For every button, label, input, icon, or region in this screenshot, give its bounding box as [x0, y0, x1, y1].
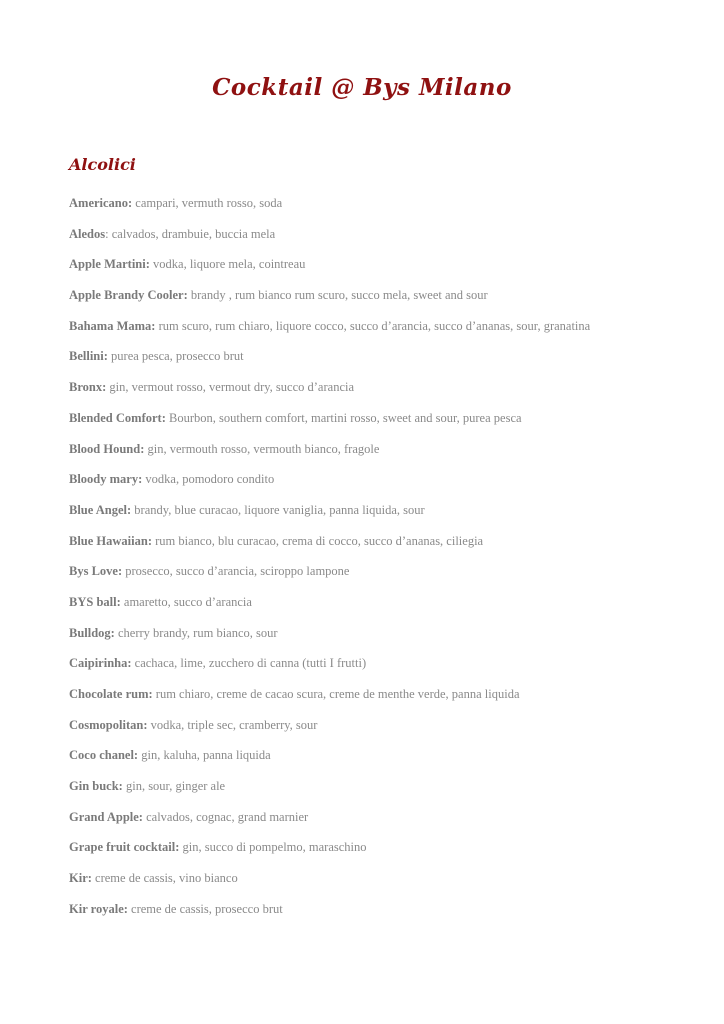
- cocktail-list: [69, 194, 590, 931]
- cocktail-name: Cosmopolitan:: [69, 717, 148, 732]
- cocktail-item: [69, 562, 590, 593]
- cocktail-ingredients: : calvados, drambuie, buccia mela: [105, 226, 276, 241]
- cocktail-item: [69, 286, 590, 317]
- cocktail-name: Blue Hawaiian:: [69, 533, 152, 548]
- cocktail-item: [69, 777, 590, 808]
- cocktail-ingredients: cachaca, lime, zucchero di canna (tutti I frutti): [131, 656, 367, 671]
- cocktail-item: [69, 225, 590, 256]
- cocktail-ingredients: brandy, blue curacao, liquore vaniglia, panna liquida, sour: [131, 502, 425, 517]
- cocktail-ingredients: gin, succo di pompelmo, maraschino: [179, 840, 367, 855]
- cocktail-name: Blended Comfort:: [69, 410, 166, 425]
- cocktail-ingredients: vodka, pomodoro condito: [142, 472, 275, 487]
- cocktail-name: Blue Angel:: [69, 502, 132, 517]
- cocktail-name: Kir royale:: [69, 901, 128, 916]
- cocktail-ingredients: creme de cassis, prosecco brut: [127, 901, 283, 916]
- cocktail-item: [69, 808, 590, 839]
- cocktail-name: Caipirinha:: [69, 656, 132, 671]
- cocktail-item: [69, 255, 590, 286]
- cocktail-item: [69, 501, 590, 532]
- cocktail-ingredients: calvados, cognac, grand marnier: [142, 809, 309, 824]
- cocktail-item: [69, 624, 590, 655]
- cocktail-name: Aledos: [69, 226, 106, 241]
- cocktail-ingredients: vodka, triple sec, cramberry, sour: [147, 717, 318, 732]
- cocktail-name: Kir:: [69, 871, 92, 886]
- cocktail-ingredients: purea pesca, prosecco brut: [107, 349, 244, 364]
- cocktail-ingredients: prosecco, succo d’arancia, sciroppo lampone: [122, 564, 350, 579]
- cocktail-ingredients: cherry brandy, rum bianco, sour: [114, 625, 278, 640]
- cocktail-ingredients: creme de cassis, vino bianco: [91, 871, 238, 886]
- cocktail-name: Bahama Mama:: [69, 318, 156, 333]
- cocktail-name: Grape fruit cocktail:: [69, 840, 180, 855]
- cocktail-item: [69, 654, 590, 685]
- cocktail-item: [69, 347, 590, 378]
- cocktail-ingredients: gin, vermout rosso, vermout dry, succo d’arancia: [106, 380, 355, 395]
- cocktail-name: Bulldog:: [69, 625, 115, 640]
- cocktail-ingredients: vodka, liquore mela, cointreau: [149, 257, 306, 272]
- cocktail-name: Coco chanel:: [69, 748, 139, 763]
- cocktail-item: [69, 409, 590, 440]
- cocktail-item: [69, 593, 590, 624]
- cocktail-name: Grand Apple:: [69, 809, 143, 824]
- cocktail-name: Bellini:: [69, 349, 108, 364]
- cocktail-name: Gin buck:: [69, 779, 123, 794]
- cocktail-ingredients: rum scuro, rum chiaro, liquore cocco, succo d’arancia, succo d’ananas, sour, granatina: [155, 318, 591, 333]
- cocktail-item: [69, 378, 590, 409]
- section-heading-alcolici: Alcolici: [69, 155, 136, 174]
- cocktail-ingredients: Bourbon, southern comfort, martini rosso, sweet and sour, purea pesca: [165, 410, 522, 425]
- cocktail-item: [69, 838, 590, 869]
- cocktail-ingredients: campari, vermuth rosso, soda: [132, 196, 283, 210]
- cocktail-name: Americano:: [69, 196, 133, 210]
- cocktail-name: Chocolate rum:: [69, 687, 153, 701]
- cocktail-ingredients: gin, sour, ginger ale: [122, 779, 226, 794]
- cocktail-item: [69, 470, 590, 501]
- cocktail-item: [69, 869, 590, 900]
- cocktail-ingredients: rum chiaro, creme de cacao scura, creme de menthe verde, panna liquida: [152, 687, 520, 701]
- cocktail-item: [69, 532, 590, 563]
- cocktail-name: Apple Martini:: [69, 257, 150, 272]
- cocktail-ingredients: amaretto, succo d’arancia: [120, 594, 252, 609]
- cocktail-name: Blood Hound:: [69, 441, 145, 456]
- cocktail-item: [69, 716, 590, 747]
- cocktail-name: Bronx:: [69, 380, 107, 395]
- cocktail-item: [69, 317, 590, 348]
- page-title: Cocktail @ Bys Milano: [212, 74, 512, 101]
- cocktail-ingredients: gin, vermouth rosso, vermouth bianco, fragole: [144, 441, 380, 456]
- cocktail-name: Apple Brandy Cooler:: [69, 288, 188, 303]
- cocktail-ingredients: gin, kaluha, panna liquida: [138, 748, 271, 763]
- cocktail-item: [69, 194, 590, 225]
- cocktail-ingredients: brandy , rum bianco rum scuro, succo mela, sweet and sour: [187, 288, 488, 303]
- cocktail-name: Bloody mary:: [69, 472, 143, 487]
- cocktail-item: [69, 440, 590, 471]
- cocktail-ingredients: rum bianco, blu curacao, crema di cocco, succo d’ananas, ciliegia: [152, 533, 484, 548]
- cocktail-name: Bys Love:: [69, 564, 123, 579]
- cocktail-item: [69, 685, 590, 716]
- cocktail-item: [69, 900, 590, 931]
- cocktail-item: [69, 746, 590, 777]
- cocktail-name: BYS ball:: [69, 594, 121, 609]
